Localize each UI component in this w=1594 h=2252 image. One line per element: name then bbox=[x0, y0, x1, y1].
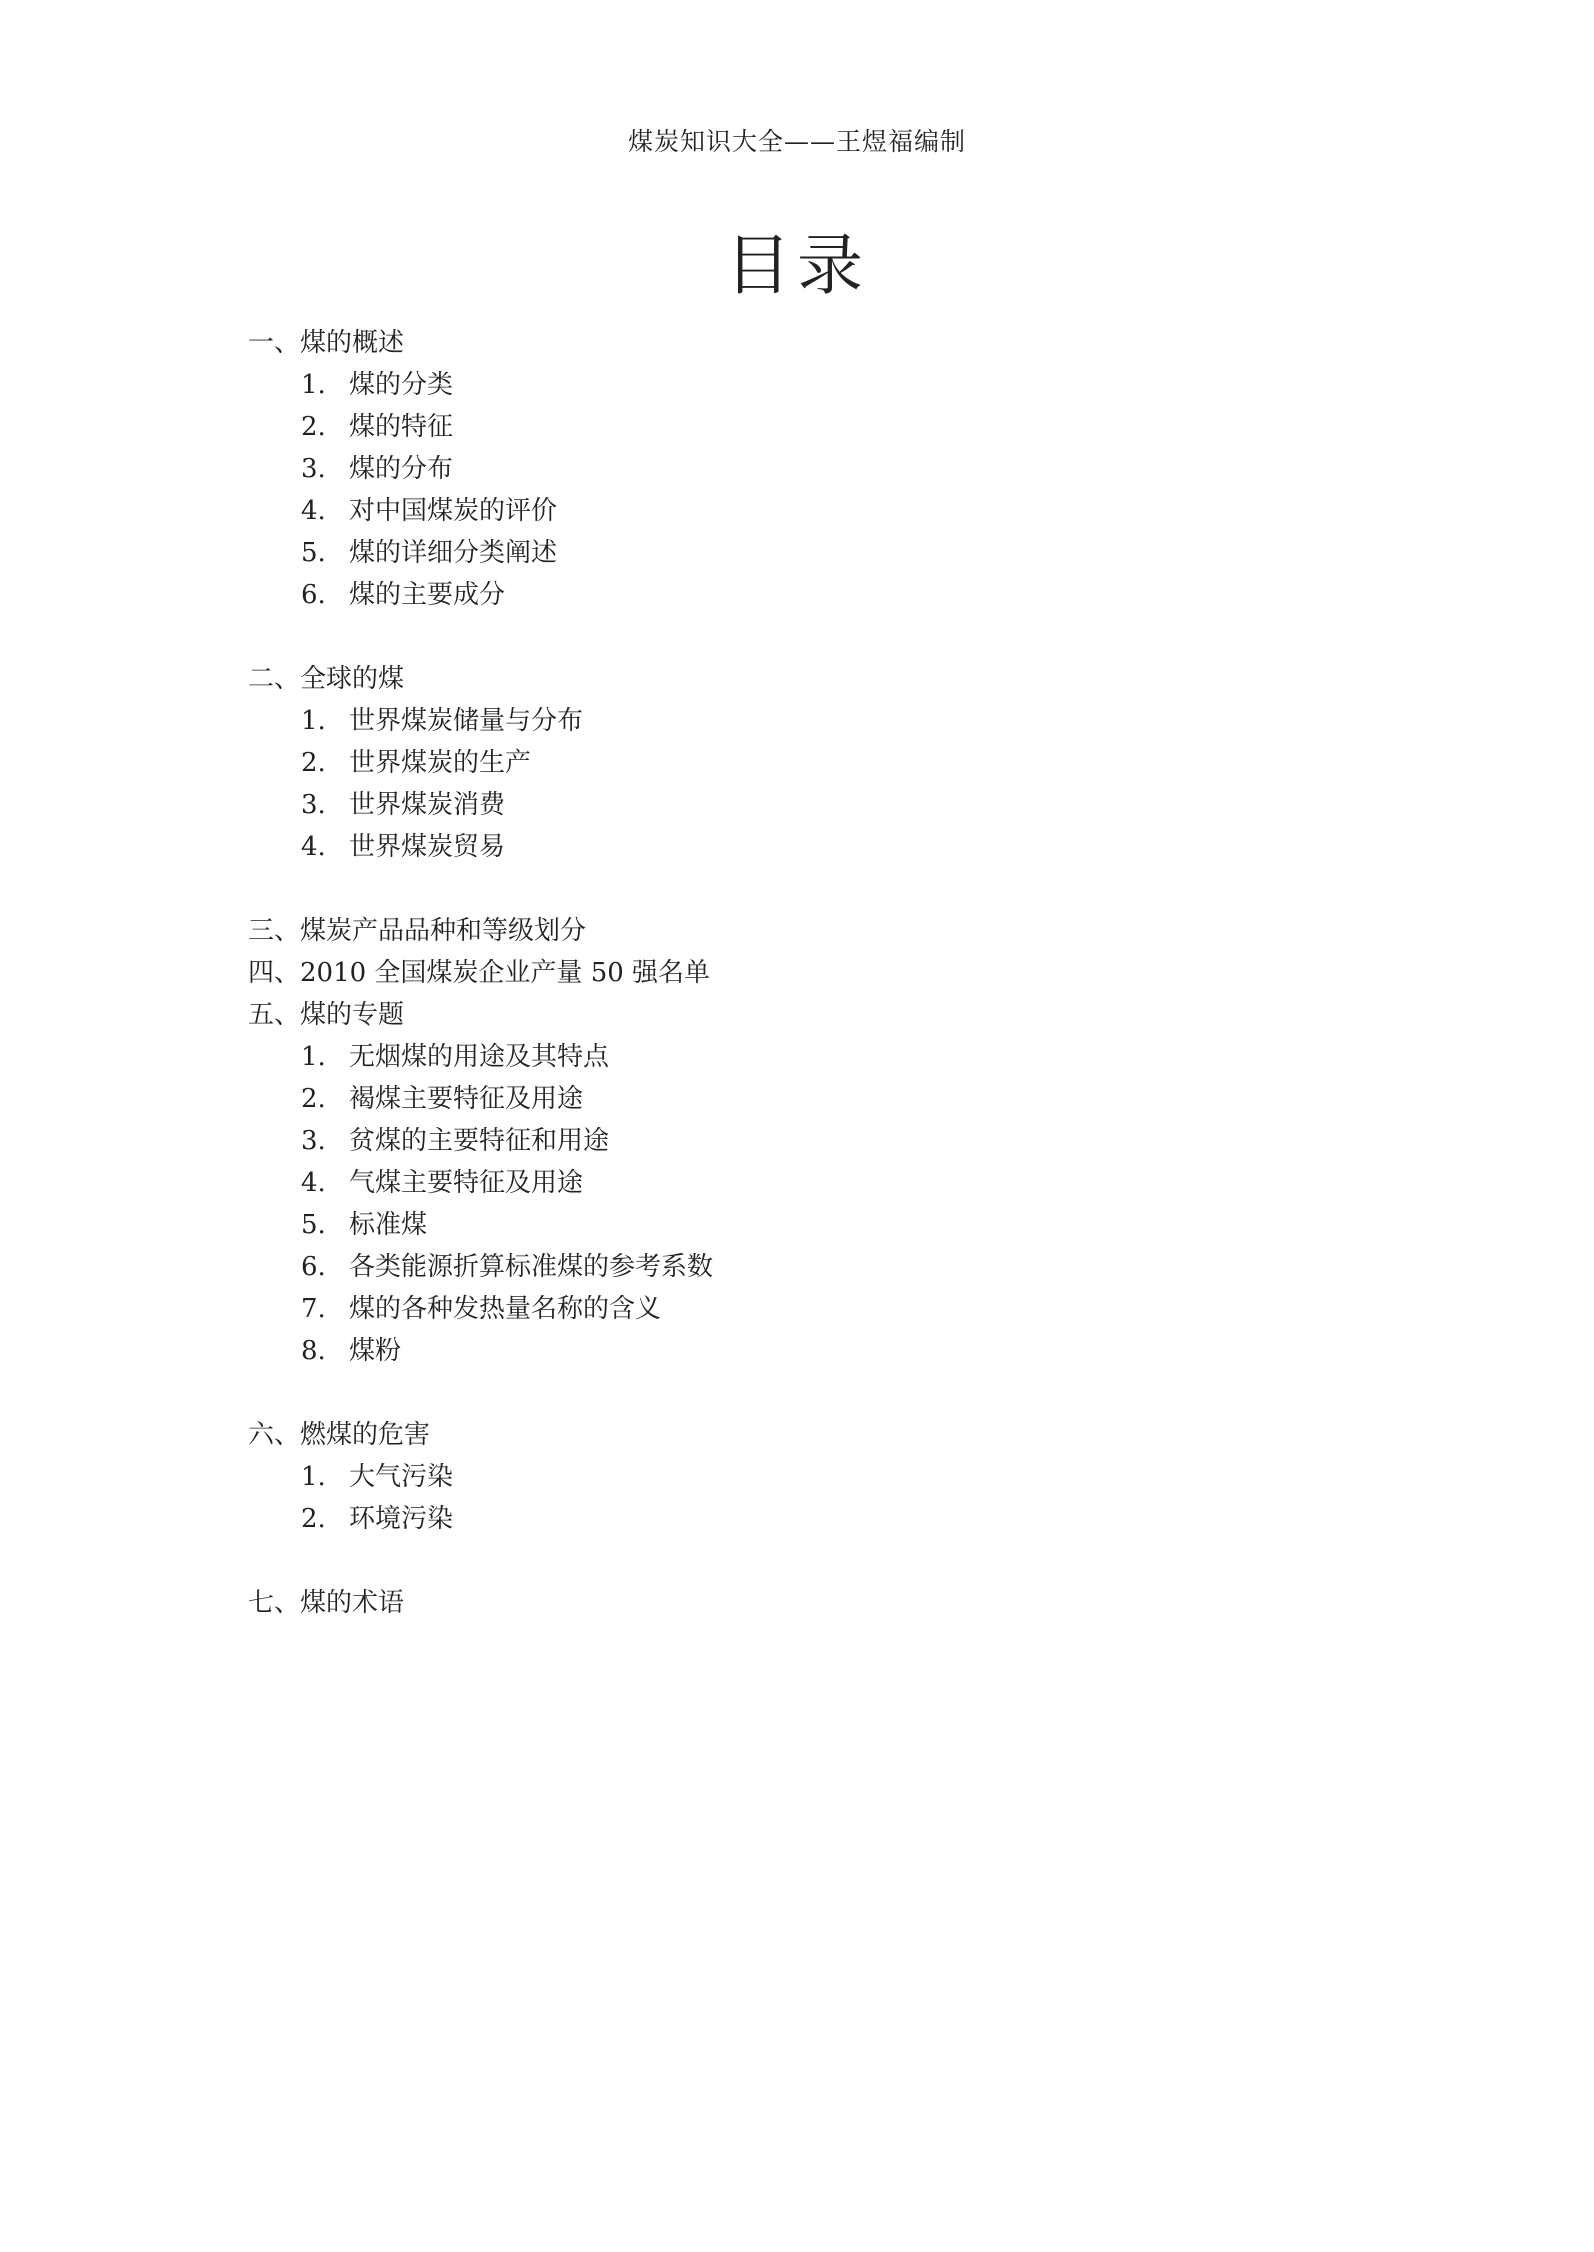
toc-item bbox=[248, 1288, 1348, 1330]
toc-item-number: 3. bbox=[301, 790, 326, 820]
toc-item bbox=[248, 532, 1348, 574]
toc-item-text: 世界煤炭消费 bbox=[349, 790, 506, 820]
toc-item bbox=[248, 574, 1348, 616]
toc-item-number: 1. bbox=[301, 370, 326, 400]
toc-item bbox=[248, 1120, 1348, 1162]
section-spacer bbox=[248, 1540, 1348, 1582]
toc-item bbox=[248, 1036, 1348, 1078]
toc-item bbox=[248, 364, 1348, 406]
toc-item-number: 4. bbox=[301, 496, 326, 526]
toc-item-number: 1. bbox=[301, 706, 326, 736]
toc-item-text: 标准煤 bbox=[349, 1210, 428, 1240]
toc-item-number: 5. bbox=[301, 1210, 326, 1240]
toc-item bbox=[248, 700, 1348, 742]
toc-item-text: 煤粉 bbox=[349, 1336, 402, 1366]
toc-section-3: 三、煤炭产品品种和等级划分 bbox=[248, 916, 587, 946]
toc-item-text: 褐煤主要特征及用途 bbox=[349, 1084, 584, 1114]
toc-item-number: 2. bbox=[301, 412, 326, 442]
toc-item bbox=[248, 448, 1348, 490]
toc-item-number: 4. bbox=[301, 832, 326, 862]
table-of-contents bbox=[248, 322, 1348, 1624]
toc-item-number: 2. bbox=[301, 748, 326, 778]
toc-item bbox=[248, 1078, 1348, 1120]
toc-item bbox=[248, 742, 1348, 784]
toc-item-text: 大气污染 bbox=[349, 1462, 454, 1492]
toc-item bbox=[248, 784, 1348, 826]
toc-item bbox=[248, 1330, 1348, 1372]
toc-section-6: 六、燃煤的危害 bbox=[248, 1420, 431, 1450]
toc-item-number: 6. bbox=[301, 580, 326, 610]
section-spacer bbox=[248, 1372, 1348, 1414]
section-spacer bbox=[248, 616, 1348, 658]
toc-item-number: 5. bbox=[301, 538, 326, 568]
toc-item-number: 1. bbox=[301, 1462, 326, 1492]
page-header: 煤炭知识大全——王煜福编制 bbox=[627, 127, 966, 156]
toc-item bbox=[248, 1246, 1348, 1288]
toc-item-number: 4. bbox=[301, 1168, 326, 1198]
toc-section-5: 五、煤的专题 bbox=[248, 1000, 405, 1030]
toc-item-number: 7. bbox=[301, 1294, 326, 1324]
toc-item-text: 煤的各种发热量名称的含义 bbox=[349, 1294, 662, 1324]
toc-item-text: 煤的分类 bbox=[349, 370, 454, 400]
toc-item-text: 环境污染 bbox=[349, 1504, 454, 1534]
toc-item-text: 煤的分布 bbox=[349, 454, 454, 484]
toc-item-text: 煤的详细分类阐述 bbox=[349, 538, 558, 568]
toc-item-text: 世界煤炭储量与分布 bbox=[349, 706, 584, 736]
toc-item-text: 世界煤炭的生产 bbox=[349, 748, 532, 778]
toc-item-text: 对中国煤炭的评价 bbox=[349, 496, 558, 526]
toc-item-number: 3. bbox=[301, 1126, 326, 1156]
toc-item-number: 8. bbox=[301, 1336, 326, 1366]
toc-item bbox=[248, 826, 1348, 868]
toc-section-1: 一、煤的概述 bbox=[248, 328, 405, 358]
toc-item-text: 无烟煤的用途及其特点 bbox=[349, 1042, 610, 1072]
toc-item-number: 2. bbox=[301, 1504, 326, 1534]
toc-item bbox=[248, 1162, 1348, 1204]
section-spacer bbox=[248, 868, 1348, 910]
toc-item-text: 气煤主要特征及用途 bbox=[349, 1168, 584, 1198]
toc-item-number: 1. bbox=[301, 1042, 326, 1072]
toc-item-text: 煤的特征 bbox=[349, 412, 454, 442]
toc-section-7: 七、煤的术语 bbox=[248, 1588, 405, 1618]
toc-item bbox=[248, 1456, 1348, 1498]
toc-item bbox=[248, 490, 1348, 532]
toc-item-text: 煤的主要成分 bbox=[349, 580, 506, 610]
toc-item-number: 2. bbox=[301, 1084, 326, 1114]
toc-item-text: 世界煤炭贸易 bbox=[349, 832, 506, 862]
toc-item-number: 6. bbox=[301, 1252, 326, 1282]
toc-section-4: 四、2010 全国煤炭企业产量 50 强名单 bbox=[248, 958, 711, 988]
toc-section-2: 二、全球的煤 bbox=[248, 664, 405, 694]
toc-item bbox=[248, 1204, 1348, 1246]
toc-item-number: 3. bbox=[301, 454, 326, 484]
toc-item bbox=[248, 1498, 1348, 1540]
toc-item-text: 贫煤的主要特征和用途 bbox=[349, 1126, 610, 1156]
toc-item bbox=[248, 406, 1348, 448]
page-title: 目录 bbox=[725, 227, 869, 304]
toc-item-text: 各类能源折算标准煤的参考系数 bbox=[349, 1252, 714, 1282]
